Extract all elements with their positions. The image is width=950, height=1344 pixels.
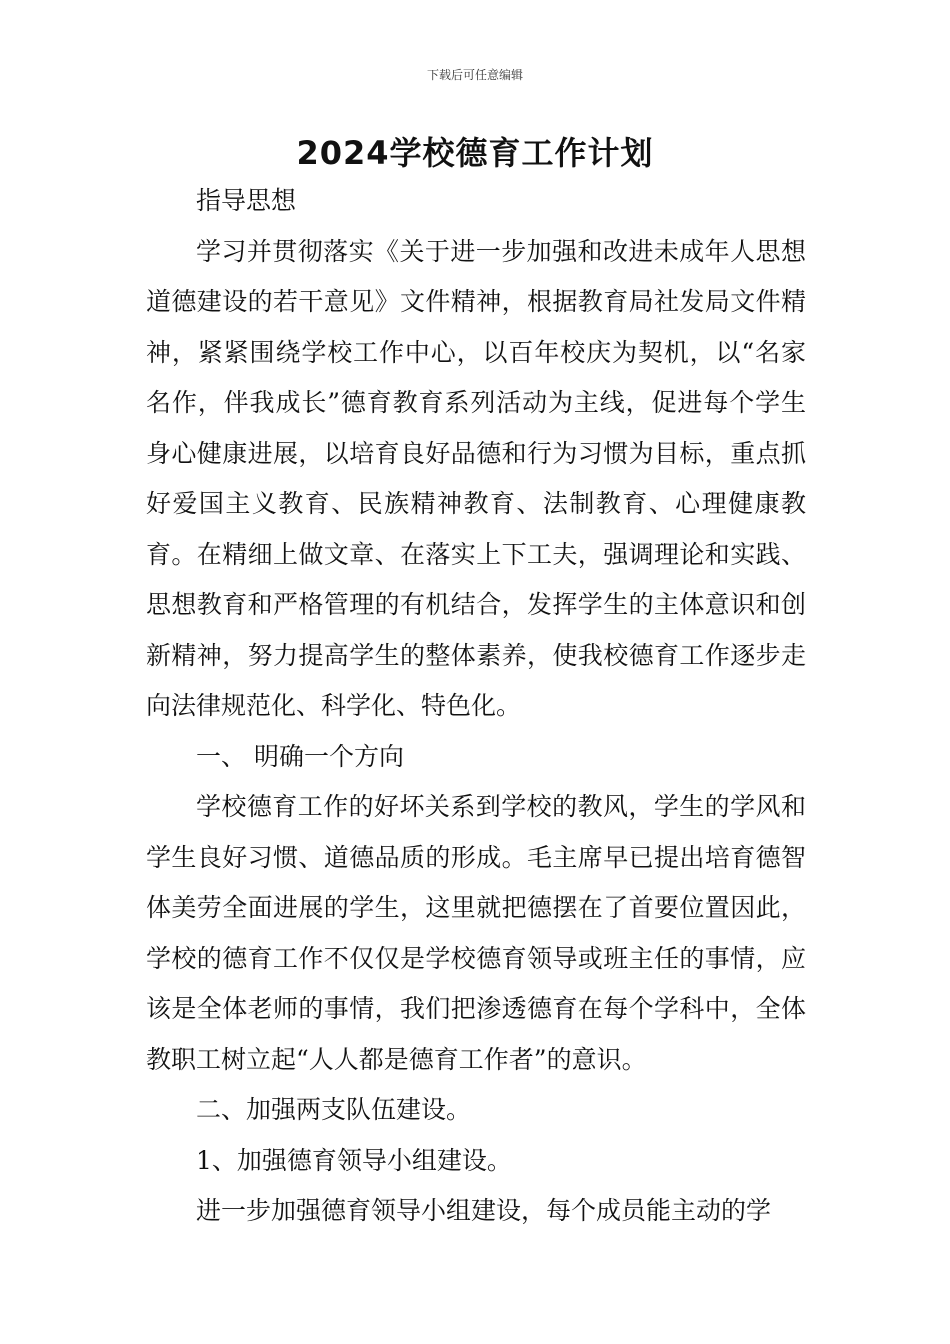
paragraph-section-two-heading: 二、加强两支队伍建设。 bbox=[196, 1095, 472, 1124]
paragraph-section-one: 学校德育工作的好坏关系到学校的教风，学生的学风和学生良好习惯、道德品质的形成。毛主席早已提出培育德智体美劳全面进展的学生，这里就把德摆在了首要位置因此，学校的德育工作不仅仅是学校德育领导或班主任的事情，应该是全体老师的事情，我们把渗透德育在每个学科中，全体教职工树立起“人人都是德育工作者”的意识。 bbox=[146, 792, 806, 1074]
document-title: 2024学校德育工作计划 bbox=[296, 134, 654, 172]
paragraph-subsection-one-heading: 1、加强德育领导小组建设。 bbox=[196, 1145, 512, 1175]
paragraph-section-one-heading: 一、 明确一个方向 bbox=[196, 741, 404, 771]
paragraph-subsection-one: 进一步加强德育领导小组建设，每个成员能主动的学 bbox=[196, 1196, 772, 1225]
header-note: 下载后可任意编辑 bbox=[426, 68, 523, 82]
paragraph-guiding-thought-heading: 指导思想 bbox=[196, 186, 297, 215]
paragraph-guiding-thought: 学习并贯彻落实《关于进一步加强和改进未成年人思想道德建设的若干意见》文件精神，根据教育局社发局文件精神，紧紧围绕学校工作中心，以百年校庆为契机，以“名家名作，伴我成长”德育教育系列活动为主线，促进每个学生身心健康进展，以培育良好品德和行为习惯为目标，重点抓好爱国主义教育、民族精神教育、法制教育、心理健康教育。在精细上做文章、在落实上下工夫，强调理论和实践、思想教育和严格管理的有机结合，发挥学生的主体意识和创新精神，努力提高学生的整体素养，使我校德育工作逐步走向法律规范化、科学化、特色化。 bbox=[146, 236, 806, 720]
document-body bbox=[146, 176, 806, 1237]
